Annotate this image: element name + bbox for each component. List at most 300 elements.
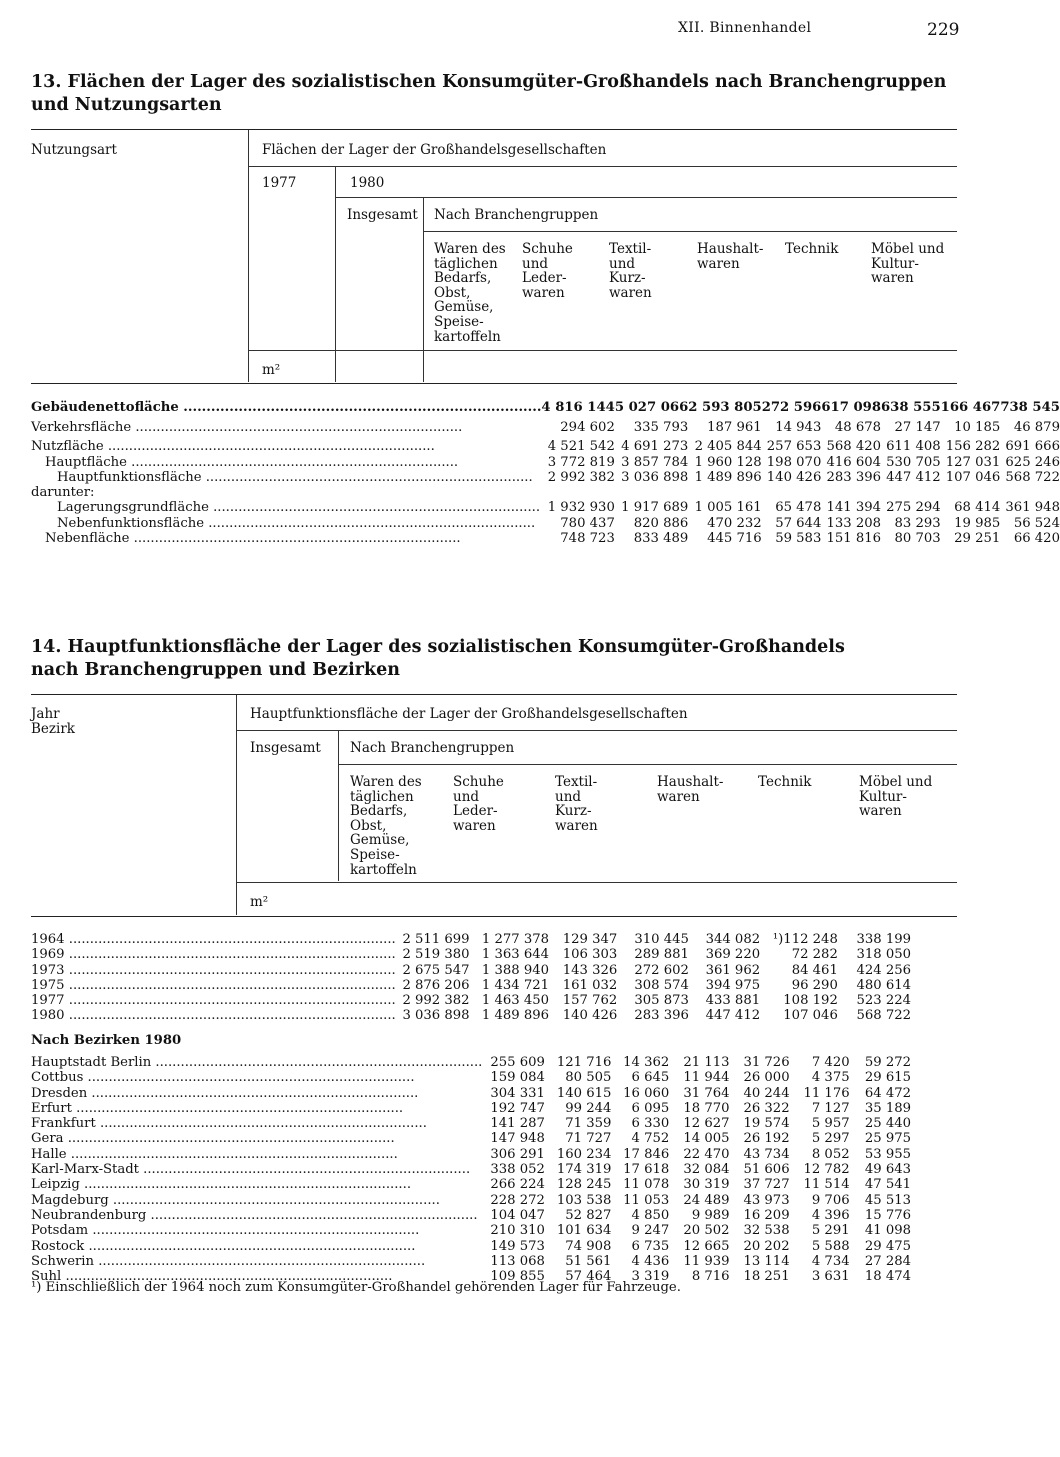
row-value: 106 303 (562, 947, 618, 963)
row-value: 3 857 784 (621, 454, 689, 470)
row-value: 96 290 (791, 977, 838, 993)
row-value: 780 437 (560, 515, 615, 531)
row-value: 159 084 (490, 1070, 545, 1086)
row-value: 11 944 (683, 1070, 730, 1086)
table13-row (31, 500, 1060, 515)
row-value: 11 176 (803, 1085, 850, 1101)
row-value: 338 199 (856, 932, 911, 947)
row-value: 3 772 819 (547, 454, 615, 470)
row-value: 56 524 (1013, 515, 1060, 531)
row-value: 9 989 (691, 1207, 730, 1223)
row-value: 141 287 (490, 1116, 545, 1132)
row-value: 43 973 (743, 1192, 790, 1208)
row-value: 748 723 (560, 531, 615, 547)
row-value: 2 992 382 (547, 469, 615, 485)
row-value: 32 084 (683, 1162, 730, 1178)
table14-rule-2 (237, 730, 957, 731)
row-value: 64 472 (864, 1085, 911, 1101)
row-label: Halle .............................................................................. (31, 1146, 398, 1162)
table13-year-1980: 1980 (350, 175, 385, 191)
row-label: Neubrandenburg .............................................................................. (31, 1207, 478, 1223)
row-value: 13 114 (743, 1253, 790, 1269)
table14-col-haushalt: Haushalt- waren (657, 774, 724, 805)
row-value: 18 474 (864, 1269, 911, 1285)
table14-col-waren: Waren des täglichen Bedarfs, Obst, Gemüse, Speise- kartoffeln (350, 774, 422, 878)
table14-body-rule (31, 916, 957, 917)
row-value: 71 359 (565, 1116, 612, 1132)
row-value: 12 782 (803, 1162, 850, 1178)
row-value: 166 467 (940, 400, 1001, 415)
table14-footnote: ¹) Einschließlich der 1964 noch zum Konsumgüter-Großhandel gehörenden Lager für Fahrzeuge. (31, 1280, 681, 1295)
row-value: 16 209 (743, 1207, 790, 1223)
row-value: 424 256 (856, 962, 911, 978)
row-value: 447 412 (886, 469, 941, 485)
row-value: 25 440 (864, 1116, 911, 1132)
row-value: 3 319 (631, 1269, 670, 1285)
row-value: 59 583 (775, 531, 822, 547)
table13-insgesamt: Insgesamt (347, 207, 418, 223)
row-value: 74 908 (565, 1238, 612, 1254)
row-value: 140 426 (766, 469, 822, 485)
row-label: Hauptfläche .............................................................................. (45, 454, 459, 470)
row-label: Nutzfläche .............................................................................. (31, 439, 435, 455)
row-value: 5 588 (811, 1238, 850, 1254)
row-value: 1 489 896 (481, 1008, 550, 1024)
row-value: 1 932 930 (547, 500, 615, 516)
row-label: Nebenfläche .............................................................................. (45, 531, 461, 547)
table14-span-header: Hauptfunktionsfläche der Lager der Großhandelsgesellschaften (250, 706, 688, 722)
table14-year-row (31, 963, 911, 978)
row-value: 433 881 (705, 993, 761, 1009)
row-value: 19 574 (743, 1116, 790, 1132)
row-value: 84 461 (791, 962, 838, 978)
table14-year-row (31, 993, 911, 1008)
row-value: 12 665 (683, 1238, 730, 1254)
table13-body (31, 400, 1060, 546)
row-value: 101 634 (556, 1223, 612, 1239)
table14-district-row (31, 1147, 911, 1162)
table13-row (31, 439, 1060, 454)
table14-col-moebel: Möbel und Kultur- waren (859, 774, 933, 820)
row-value: ¹)112 248 (772, 932, 838, 947)
row-value: 198 070 (766, 454, 822, 470)
row-label: Karl-Marx-Stadt .............................................................................. (31, 1162, 471, 1178)
row-value: 480 614 (856, 977, 911, 993)
row-value: 108 192 (783, 993, 838, 1009)
row-value: 14 005 (683, 1131, 730, 1147)
row-value: 283 396 (634, 1008, 689, 1024)
table14-district-row (31, 1177, 911, 1192)
row-value: 7 127 (811, 1100, 850, 1116)
row-value: 344 082 (705, 932, 761, 947)
row-value: 32 538 (743, 1223, 790, 1239)
row-value: 318 050 (856, 947, 911, 963)
row-value: 1 917 689 (621, 500, 689, 516)
row-label: Gera .............................................................................. (31, 1131, 395, 1147)
row-value: 2 675 547 (402, 962, 470, 978)
row-value: 11 939 (683, 1253, 730, 1269)
row-value: 149 573 (490, 1238, 545, 1254)
table14-insgesamt: Insgesamt (250, 740, 321, 756)
row-value (881, 485, 941, 500)
row-value: 27 284 (864, 1253, 911, 1269)
row-value: 210 310 (490, 1223, 545, 1239)
table14-col-schuhe: Schuhe und Leder- waren (453, 774, 504, 834)
table13-col-moebel: Möbel und Kultur- waren (871, 241, 945, 287)
row-value: 523 224 (856, 993, 911, 1009)
row-value (688, 485, 761, 500)
table14-title-line2: nach Branchengruppen und Bezirken (31, 660, 400, 680)
row-label: Gebäudenettofläche .............................................................................. (31, 400, 542, 415)
table13-year-1977: 1977 (262, 175, 297, 191)
row-value: 272 602 (634, 962, 689, 978)
row-value: 133 208 (826, 515, 881, 531)
row-value: 266 224 (490, 1177, 545, 1193)
row-value: 1 463 450 (481, 993, 550, 1009)
table13-col-haushalt: Haushalt- waren (697, 241, 764, 272)
row-value: 568 722 (1005, 469, 1060, 485)
row-label: Verkehrsfläche .............................................................................. (31, 419, 463, 435)
row-value: 335 793 (633, 419, 689, 435)
table13-span-header: Flächen der Lager der Großhandelsgesellschaften (262, 142, 607, 158)
row-value: 80 703 (894, 531, 941, 547)
row-value: 2 519 380 (402, 947, 470, 963)
row-value: 107 046 (945, 469, 1001, 485)
row-value: 4 396 (811, 1207, 850, 1223)
row-value (541, 485, 614, 500)
row-value: 12 627 (683, 1116, 730, 1132)
table13-rule-4 (423, 231, 957, 232)
row-value: 156 282 (945, 439, 1001, 455)
row-value: 26 192 (743, 1131, 790, 1147)
row-value: 1 005 161 (694, 500, 762, 516)
row-value: 48 678 (834, 419, 881, 435)
row-label: Rostock .............................................................................. (31, 1238, 416, 1254)
row-value: 4 816 144 (541, 400, 615, 415)
row-value: 14 943 (775, 419, 822, 435)
row-value: 14 362 (623, 1055, 670, 1070)
row-value: 5 297 (811, 1131, 850, 1147)
row-value: 27 147 (894, 419, 941, 435)
table13-rule-3 (335, 197, 957, 198)
row-label: 1975 .............................................................................. (31, 977, 396, 993)
row-value: 283 396 (826, 469, 881, 485)
row-value: 470 232 (707, 515, 762, 531)
table13-title (31, 71, 991, 117)
row-value: 4 752 (631, 1131, 670, 1147)
row-value: 26 322 (743, 1100, 790, 1116)
row-value: 25 975 (864, 1131, 911, 1147)
row-value: 9 247 (631, 1223, 670, 1239)
row-value: 2 593 805 (688, 400, 762, 415)
row-value: 361 948 (1005, 500, 1060, 516)
row-label: Lagerungsgrundfläche .............................................................................. (57, 500, 541, 516)
row-value: 1 388 940 (481, 962, 550, 978)
row-value: 625 246 (1005, 454, 1060, 470)
row-value: 4 521 542 (547, 439, 615, 455)
row-value: 59 272 (864, 1055, 911, 1070)
row-label: Dresden .............................................................................. (31, 1085, 419, 1101)
row-value: 445 716 (707, 531, 762, 547)
row-label: 1964 .............................................................................. (31, 932, 396, 947)
row-label: 1973 .............................................................................. (31, 962, 396, 978)
row-value: 18 251 (743, 1269, 790, 1285)
row-value: 416 604 (826, 454, 881, 470)
row-value (615, 485, 688, 500)
row-label: 1977 .............................................................................. (31, 993, 396, 1009)
row-value: 369 220 (705, 947, 761, 963)
row-value: 11 078 (623, 1177, 670, 1193)
table14-district-row (31, 1254, 911, 1269)
page-number: 229 (927, 20, 960, 40)
row-value: 1 434 721 (481, 977, 550, 993)
row-label: Leipzig .............................................................................. (31, 1177, 412, 1193)
row-value: 103 538 (556, 1192, 612, 1208)
row-value: 31 726 (743, 1055, 790, 1070)
row-value: 30 319 (683, 1177, 730, 1193)
table14-year-rows (31, 932, 911, 1024)
row-value: 272 596 (761, 400, 822, 415)
table13-row (31, 400, 1060, 415)
table14-top-rule (31, 694, 957, 695)
row-label: Suhl .............................................................................. (31, 1269, 393, 1285)
row-value: 129 347 (562, 932, 618, 947)
row-value: 338 052 (490, 1162, 545, 1178)
table13-insgesamt-divider (423, 198, 425, 382)
row-value: 2 992 382 (402, 993, 470, 1009)
row-value: 568 722 (856, 1008, 911, 1024)
row-value: 45 513 (864, 1192, 911, 1208)
row-value: 140 426 (562, 1008, 618, 1024)
row-label: Schwerin .............................................................................. (31, 1253, 426, 1269)
row-value: 3 036 898 (402, 1008, 470, 1024)
table14-rule-3 (338, 764, 957, 765)
row-value: 41 098 (864, 1223, 911, 1239)
row-value: 228 272 (490, 1192, 545, 1208)
row-value (1000, 485, 1060, 500)
row-value: 18 770 (683, 1100, 730, 1116)
row-value: 820 886 (633, 515, 689, 531)
row-value: 305 873 (634, 993, 689, 1009)
row-value: 7 420 (811, 1055, 850, 1070)
row-value: 157 762 (562, 993, 618, 1009)
row-value (821, 485, 881, 500)
table14-district-heading: Nach Bezirken 1980 (31, 1033, 182, 1048)
row-value: 638 555 (881, 400, 941, 415)
row-value: 394 975 (705, 977, 761, 993)
row-value: 46 879 (1013, 419, 1060, 435)
table13-col-textil: Textil- und Kurz- waren (609, 241, 652, 301)
row-value: 187 961 (707, 419, 762, 435)
table14-district-rows (31, 1055, 911, 1284)
row-value: 52 827 (565, 1207, 612, 1223)
row-value: 275 294 (886, 500, 941, 516)
row-value: 99 244 (565, 1100, 612, 1116)
table13-body-rule (31, 383, 957, 384)
table13-row (31, 415, 1060, 439)
row-value: 31 764 (683, 1085, 730, 1101)
row-value: 19 985 (954, 515, 1001, 531)
row-value: 2 876 206 (402, 977, 470, 993)
row-value: 738 545 (1000, 400, 1060, 415)
row-value: 833 489 (633, 531, 689, 547)
table14-title-line1: 14. Hauptfunktionsfläche der Lager des sozialistischen Konsumgüter-Großhandels (31, 637, 845, 657)
row-value: 1 363 644 (481, 947, 550, 963)
table14-district-row (31, 1131, 911, 1146)
table13-rule-5 (249, 350, 957, 351)
row-value (762, 485, 822, 500)
table14-district-row (31, 1223, 911, 1238)
row-value: 617 098 (821, 400, 881, 415)
table14-nach-branchengruppen: Nach Branchengruppen (350, 740, 515, 756)
row-value: 109 855 (490, 1269, 545, 1285)
row-value: 20 502 (683, 1223, 730, 1239)
row-value: 5 027 066 (614, 400, 689, 415)
row-label: Erfurt .............................................................................. (31, 1100, 404, 1116)
row-value: 3 631 (811, 1269, 850, 1285)
row-value: 174 319 (556, 1162, 612, 1178)
row-value: 1 277 378 (481, 932, 550, 947)
row-value: 611 408 (886, 439, 941, 455)
row-value: 294 602 (560, 419, 615, 435)
row-value: 151 816 (826, 531, 881, 547)
row-label: Cottbus .............................................................................. (31, 1070, 415, 1086)
row-value: 47 541 (864, 1177, 911, 1193)
row-value: 57 644 (775, 515, 822, 531)
table13-rule-2 (249, 166, 957, 167)
row-value: 4 734 (811, 1253, 850, 1269)
row-value: 255 609 (490, 1055, 545, 1070)
row-value: 43 734 (743, 1146, 790, 1162)
table14-year-row (31, 932, 911, 947)
table14-district-row (31, 1070, 911, 1085)
row-value: 107 046 (783, 1008, 838, 1024)
table14-year-row (31, 978, 911, 993)
row-value: 192 747 (490, 1100, 545, 1116)
table13-title-line2: und Nutzungsarten (31, 95, 222, 115)
row-value: 147 948 (490, 1131, 545, 1147)
row-value: 65 478 (775, 500, 822, 516)
row-value: 37 727 (743, 1177, 790, 1193)
row-value: 2 405 844 (694, 439, 762, 455)
row-label: Frankfurt .............................................................................. (31, 1116, 427, 1132)
table14-year-row (31, 1008, 911, 1023)
row-value: 361 962 (705, 962, 761, 978)
row-value: 140 615 (556, 1085, 612, 1101)
row-value: 141 394 (826, 500, 881, 516)
row-value: 72 282 (791, 947, 838, 963)
row-value: 51 561 (565, 1253, 612, 1269)
row-value: 161 032 (562, 977, 618, 993)
row-value: 304 331 (490, 1085, 545, 1101)
table14-stub-header-bezirk: Bezirk (31, 721, 75, 737)
table13-title-line1: 13. Flächen der Lager des sozialistischen Konsumgüter-Großhandels nach Branchengruppen (31, 72, 947, 92)
row-value: 143 326 (562, 962, 618, 978)
row-value: 691 666 (1005, 439, 1060, 455)
row-value: 11 514 (803, 1177, 850, 1193)
row-value: 4 375 (811, 1070, 850, 1086)
row-value: 160 234 (556, 1146, 612, 1162)
table14-unit: m² (250, 894, 269, 910)
row-value: 104 047 (490, 1207, 545, 1223)
row-value: 40 244 (743, 1085, 790, 1101)
table13-row (31, 516, 1060, 531)
row-value: 447 412 (705, 1008, 761, 1024)
row-value: 8 052 (811, 1146, 850, 1162)
table14-district-row (31, 1116, 911, 1131)
table14-district-row (31, 1162, 911, 1177)
row-value: 57 464 (565, 1269, 612, 1285)
table13-nach-branchengruppen: Nach Branchengruppen (434, 207, 599, 223)
row-label: Hauptfunktionsfläche .............................................................................. (57, 469, 533, 485)
row-value: 2 511 699 (402, 932, 470, 947)
row-value: 9 706 (811, 1192, 850, 1208)
row-value: 49 643 (864, 1162, 911, 1178)
table13-stub-header: Nutzungsart (31, 142, 117, 158)
row-value: 568 420 (826, 439, 881, 455)
running-header-section: XII. Binnenhandel (678, 20, 812, 36)
row-label: 1969 .............................................................................. (31, 947, 396, 963)
table14-district-row (31, 1055, 911, 1070)
table14-district-row (31, 1101, 911, 1116)
row-value: 289 881 (634, 947, 689, 963)
row-value: 8 716 (691, 1269, 730, 1285)
table14-district-row (31, 1239, 911, 1254)
row-value: 16 060 (623, 1085, 670, 1101)
row-value (941, 485, 1001, 500)
row-value: 66 420 (1013, 531, 1060, 547)
row-value: 6 330 (631, 1116, 670, 1132)
table14-col-technik: Technik (758, 774, 812, 790)
row-label: Potsdam .............................................................................. (31, 1223, 420, 1239)
row-value: 51 606 (743, 1162, 790, 1178)
row-value: 3 036 898 (621, 469, 689, 485)
table13-row (31, 455, 1060, 470)
row-value: 6 095 (631, 1100, 670, 1116)
row-value: 15 776 (864, 1207, 911, 1223)
row-value: 80 505 (565, 1070, 612, 1086)
table13-unit: m² (262, 362, 281, 378)
row-value: 4 436 (631, 1253, 670, 1269)
table13-row (31, 485, 1060, 500)
row-value: 530 705 (886, 454, 941, 470)
row-value: 121 716 (556, 1055, 612, 1070)
row-label: darunter: (31, 485, 95, 501)
table13-top-rule (31, 129, 957, 130)
row-value: 71 727 (565, 1131, 612, 1147)
row-label: 1980 .............................................................................. (31, 1008, 396, 1024)
row-value: 306 291 (490, 1146, 545, 1162)
table14-insgesamt-divider (338, 731, 340, 881)
row-value: 127 031 (945, 454, 1001, 470)
row-value: 29 251 (954, 531, 1001, 547)
table14-stub-header-jahr: Jahr (31, 706, 60, 722)
table13-row (31, 531, 1060, 546)
table13-row (31, 470, 1060, 485)
table13-stub-divider (248, 130, 250, 382)
table13-col-technik: Technik (785, 241, 839, 257)
row-value: 35 189 (864, 1100, 911, 1116)
row-value: 257 653 (766, 439, 822, 455)
row-label: Hauptstadt Berlin .............................................................................. (31, 1055, 483, 1070)
table14-rule-4 (237, 882, 957, 883)
row-value: 6 735 (631, 1238, 670, 1254)
table14-district-row (31, 1193, 911, 1208)
table14-year-row (31, 947, 911, 962)
row-label: Magdeburg .............................................................................. (31, 1192, 440, 1208)
row-value: 4 691 273 (621, 439, 689, 455)
table13-col-waren: Waren des täglichen Bedarfs, Obst, Gemüse, Speise- kartoffeln (434, 241, 506, 345)
